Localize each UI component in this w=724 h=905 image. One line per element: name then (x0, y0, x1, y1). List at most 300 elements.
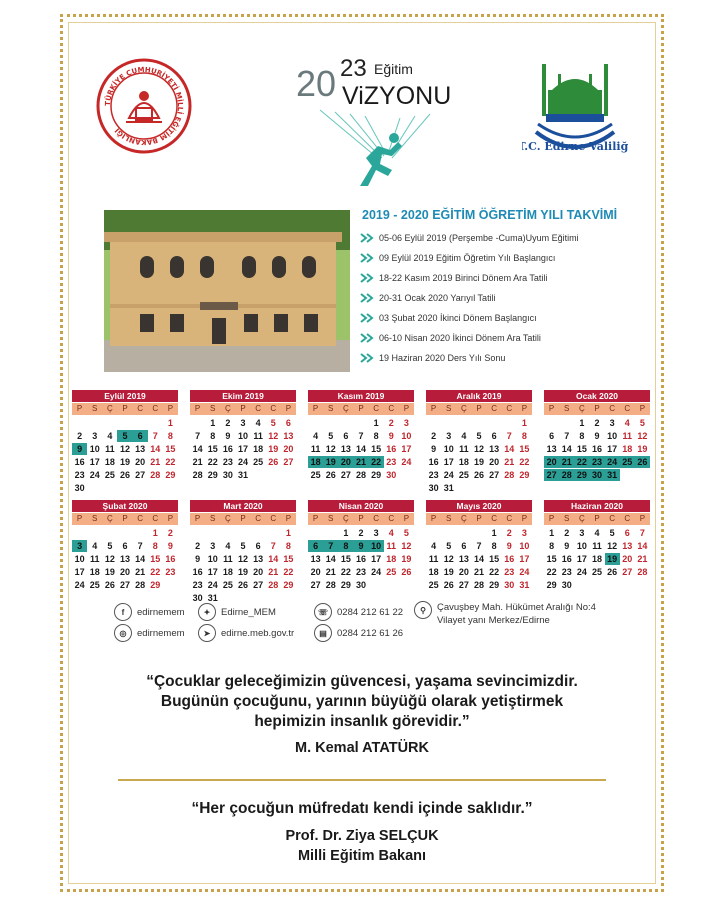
day-cell: 6 (308, 540, 323, 552)
month-calendar (308, 500, 414, 591)
empty-cell (559, 417, 574, 429)
day-cell: 15 (371, 444, 382, 454)
weekday-label: C (624, 514, 631, 523)
day-cell: 21 (559, 456, 574, 468)
empty-cell (133, 527, 148, 539)
empty-cell (205, 527, 220, 539)
day-cell: 12 (443, 554, 454, 564)
empty-cell (502, 417, 517, 429)
day-cell: 13 (458, 554, 469, 564)
day-cell: 22 (519, 457, 530, 467)
days-grid (426, 527, 532, 591)
month-calendar (190, 390, 296, 481)
day-cell: 1 (285, 528, 291, 538)
weekday-label: C (506, 404, 513, 413)
day-cell: 17 (401, 444, 412, 454)
day-cell: 26 (443, 580, 454, 590)
address-contact (414, 601, 596, 627)
day-cell: 8 (521, 431, 527, 441)
weekday-label: P (312, 514, 319, 523)
day-cell: 10 (576, 541, 587, 551)
empty-cell (87, 527, 102, 539)
weekday-label: P (476, 514, 482, 523)
day-cell: 22 (150, 567, 161, 577)
day-cell: 29 (546, 580, 557, 590)
empty-cell (426, 527, 441, 539)
weekday-label: Ç (106, 404, 113, 413)
empty-cell (235, 527, 250, 539)
weekday-label: S (564, 514, 570, 523)
days-grid (72, 527, 178, 591)
empty-cell (353, 417, 368, 429)
day-cell: 7 (358, 431, 364, 441)
event-item (360, 328, 650, 348)
day-cell: 13 (622, 541, 633, 551)
empty-cell (190, 527, 205, 539)
weekday-label: C (388, 404, 395, 413)
day-cell: 27 (119, 580, 130, 590)
empty-cell (220, 527, 235, 539)
day-cell: 18 (222, 567, 233, 577)
double-chevron-icon (360, 293, 374, 303)
day-cell: 28 (268, 580, 279, 590)
weekday-label: Ç (342, 514, 349, 523)
empty-cell (323, 527, 338, 539)
weekday-label: Ç (460, 404, 467, 413)
facebook-contact[interactable]: f edirnemem (114, 603, 185, 621)
day-cell: 17 (443, 457, 454, 467)
day-cell: 12 (119, 444, 130, 454)
day-cell: 8 (167, 431, 173, 441)
day-cell: 16 (355, 554, 366, 564)
month-calendar (544, 390, 650, 481)
day-cell: 10 (401, 431, 412, 441)
days-grid (426, 417, 532, 494)
day-cell: 27 (458, 580, 469, 590)
day-cell: 6 (122, 541, 128, 551)
day-cell: 14 (192, 444, 203, 454)
day-cell: 30 (355, 580, 366, 590)
weekday-label: P (594, 404, 600, 413)
day-cell: 22 (574, 456, 589, 468)
2023-vision-logo (290, 40, 460, 190)
day-cell: 27 (489, 470, 500, 480)
day-cell: 15 (340, 554, 351, 564)
weekday-bar (426, 403, 532, 415)
day-cell: 24 (371, 567, 382, 577)
day-cell: 29 (371, 470, 382, 480)
day-cell: 18 (308, 456, 323, 468)
double-chevron-icon (360, 313, 374, 323)
empty-cell (308, 527, 323, 539)
day-cell: 5 (446, 541, 452, 551)
day-cell: 16 (222, 444, 233, 454)
day-cell: 10 (237, 431, 248, 441)
day-cell: 9 (167, 541, 173, 551)
day-cell: 11 (105, 444, 115, 454)
month-header: Ekim 2019 (190, 390, 296, 402)
day-cell: 16 (428, 457, 439, 467)
svg-text:ViZYONU: ViZYONU (342, 82, 452, 110)
day-cell: 29 (165, 470, 176, 480)
day-cell: 11 (223, 554, 233, 564)
day-cell: 11 (622, 431, 633, 441)
twitter-contact[interactable]: ✦ Edirne_MEM (198, 603, 276, 621)
day-cell: 27 (544, 469, 559, 481)
day-cell: 2 (506, 528, 512, 538)
instagram-contact[interactable]: ◎ edirnemem (114, 624, 185, 642)
day-cell: 20 (283, 444, 294, 454)
day-cell: 26 (473, 470, 484, 480)
day-cell: 3 (240, 418, 246, 428)
day-cell: 4 (107, 431, 113, 441)
day-cell: 16 (504, 554, 515, 564)
day-cell: 5 (270, 418, 276, 428)
day-cell: 22 (340, 567, 351, 577)
day-cell: 17 (74, 567, 85, 577)
day-cell: 24 (605, 456, 620, 468)
weekday-label: P (521, 404, 528, 413)
day-cell: 15 (150, 554, 161, 564)
weekday-label: P (403, 404, 410, 413)
day-cell: 20 (119, 567, 130, 577)
empty-cell (308, 417, 323, 429)
month-calendar (72, 500, 178, 591)
day-cell: 8 (210, 431, 216, 441)
weekday-label: P (358, 404, 364, 413)
day-cell: 5 (476, 431, 482, 441)
day-cell: 1 (373, 418, 379, 428)
day-cell: 24 (207, 580, 218, 590)
day-cell: 9 (594, 431, 600, 441)
month-calendar (426, 390, 532, 494)
empty-cell (426, 417, 441, 429)
day-cell: 9 (195, 554, 201, 564)
month-header: Mayıs 2020 (426, 500, 532, 512)
weekday-label: C (609, 404, 616, 413)
weekday-label: Ç (106, 514, 113, 523)
empty-cell (487, 417, 502, 429)
svg-text:T.C. Edirne Valiliği: T.C. Edirne Valiliği (522, 140, 628, 153)
day-cell: 31 (605, 469, 620, 481)
weekday-label: C (388, 514, 395, 523)
day-cell: 5 (107, 541, 113, 551)
weekday-bar (72, 403, 178, 415)
day-cell: 15 (165, 444, 176, 454)
day-cell: 4 (92, 541, 98, 551)
day-cell: 21 (325, 567, 336, 577)
day-cell: 21 (135, 567, 146, 577)
weekday-label: P (476, 404, 482, 413)
weekday-label: S (92, 514, 98, 523)
weekday-label: S (446, 514, 452, 523)
day-cell: 23 (165, 567, 176, 577)
weekday-label: P (76, 404, 83, 413)
event-text: 06-10 Nisan 2020 İkinci Dönem Ara Tatili (379, 333, 541, 343)
day-cell: 7 (506, 431, 512, 441)
day-cell: 25 (253, 457, 264, 467)
minister-author: Prof. Dr. Ziya SELÇUK Milli Eğitim Bakanı (285, 828, 439, 864)
day-cell: 13 (310, 554, 321, 564)
day-cell: 30 (504, 580, 515, 590)
empty-cell (148, 417, 163, 429)
day-cell: 28 (473, 580, 484, 590)
day-cell: 21 (473, 567, 484, 577)
day-cell: 28 (192, 470, 203, 480)
weekday-label: P (521, 514, 528, 523)
day-cell: 15 (207, 444, 218, 454)
empty-cell (117, 527, 132, 539)
day-cell: 11 (310, 444, 321, 454)
day-cell: 4 (225, 541, 231, 551)
meb-logo (96, 58, 192, 154)
day-cell: 14 (355, 444, 366, 454)
day-cell: 4 (594, 528, 600, 538)
weekday-label: Ç (578, 404, 585, 413)
event-item (360, 308, 650, 328)
empty-cell (338, 417, 353, 429)
day-cell: 23 (386, 457, 397, 467)
school-building-photo (104, 210, 350, 372)
weekday-bar (72, 513, 178, 525)
day-cell: 5 (328, 431, 334, 441)
day-cell: 25 (104, 470, 115, 480)
day-cell: 18 (253, 444, 264, 454)
event-item (360, 288, 650, 308)
day-cell: 19 (637, 444, 648, 454)
svg-text:Eğitim: Eğitim (374, 61, 413, 77)
month-header: Kasım 2019 (308, 390, 414, 402)
day-cell: 4 (624, 418, 630, 428)
day-cell: 23 (74, 470, 85, 480)
empty-cell (72, 527, 87, 539)
day-cell: 14 (268, 554, 279, 564)
month-calendar (72, 390, 178, 494)
weekday-label: P (122, 404, 128, 413)
day-cell: 22 (165, 457, 176, 467)
day-cell: 3 (521, 528, 527, 538)
empty-cell (87, 417, 102, 429)
day-cell: 3 (446, 431, 452, 441)
weekday-bar (308, 513, 414, 525)
phone-contact[interactable]: ☏ 0284 212 61 22 (314, 603, 403, 621)
days-grid (308, 527, 414, 591)
day-cell: 8 (285, 541, 291, 551)
gold-separator (118, 779, 606, 781)
day-cell: 25 (428, 580, 439, 590)
day-cell: 24 (443, 470, 454, 480)
day-cell: 15 (576, 444, 587, 454)
month-header: Ocak 2020 (544, 390, 650, 402)
weekday-label: Ç (460, 514, 467, 523)
weekday-bar (544, 403, 650, 415)
day-cell: 18 (89, 567, 100, 577)
day-cell: 6 (549, 431, 555, 441)
weekday-label: P (548, 514, 555, 523)
day-cell: 29 (340, 580, 351, 590)
day-cell: 31 (207, 593, 218, 603)
day-cell: 29 (489, 580, 500, 590)
weekday-label: C (491, 404, 498, 413)
weekday-label: P (194, 514, 201, 523)
day-cell: 5 (117, 430, 132, 442)
day-cell: 28 (355, 470, 366, 480)
day-cell: 19 (104, 567, 115, 577)
day-cell: 24 (74, 580, 85, 590)
weekday-label: S (446, 404, 452, 413)
day-cell: 25 (591, 567, 602, 577)
day-cell: 26 (635, 456, 650, 468)
day-cell: 1 (491, 528, 497, 538)
day-cell: 8 (373, 431, 379, 441)
day-cell: 8 (549, 541, 555, 551)
weekday-bar (190, 513, 296, 525)
day-cell: 23 (192, 580, 203, 590)
academic-calendar-info (360, 208, 650, 368)
day-cell: 1 (549, 528, 555, 538)
day-cell: 1 (152, 528, 158, 538)
fax-contact[interactable]: ▤ 0284 212 61 26 (314, 624, 403, 642)
day-cell: 23 (222, 457, 233, 467)
day-cell: 23 (561, 567, 572, 577)
month-calendar (426, 500, 532, 591)
weekday-label: P (594, 514, 600, 523)
facebook-icon: f (114, 603, 132, 621)
empty-cell (117, 417, 132, 429)
day-cell: 7 (152, 431, 158, 441)
day-cell: 7 (476, 541, 482, 551)
empty-cell (72, 417, 87, 429)
day-cell: 17 (519, 554, 530, 564)
day-cell: 16 (561, 554, 572, 564)
weekday-label: Ç (342, 404, 349, 413)
weekday-label: C (506, 514, 513, 523)
event-item (360, 248, 650, 268)
day-cell: 2 (564, 528, 570, 538)
day-cell: 2 (431, 431, 437, 441)
day-cell: 21 (504, 457, 515, 467)
day-cell: 16 (192, 567, 203, 577)
day-cell: 1 (579, 418, 585, 428)
event-text: 03 Şubat 2020 İkinci Dönem Başlangıcı (379, 313, 537, 323)
day-cell: 28 (135, 580, 146, 590)
weekday-label: P (403, 514, 410, 523)
day-cell: 7 (323, 540, 338, 552)
day-cell: 21 (637, 554, 648, 564)
location-pin-icon: ⚲ (414, 601, 432, 619)
double-chevron-icon (360, 253, 374, 263)
day-cell: 12 (104, 554, 115, 564)
day-cell: 11 (386, 541, 397, 551)
day-cell: 15 (519, 444, 530, 454)
empty-cell (471, 527, 486, 539)
weekday-label: S (92, 404, 98, 413)
weekday-label: C (137, 514, 144, 523)
day-cell: 6 (461, 541, 467, 551)
day-cell: 14 (561, 444, 572, 454)
day-cell: 7 (195, 431, 201, 441)
minister-quote: “Her çocuğun müfredatı kendi içinde saklıdır.” (191, 800, 533, 817)
address-line2: Vilayet yanı Merkez/Edirne (437, 615, 550, 626)
twitter-icon: ✦ (198, 603, 216, 621)
weekday-label: C (270, 514, 277, 523)
weekday-label: C (255, 514, 262, 523)
day-cell: 6 (343, 431, 349, 441)
day-cell: 20 (310, 567, 321, 577)
day-cell: 24 (237, 457, 248, 467)
day-cell: 19 (119, 457, 130, 467)
weekday-bar (308, 403, 414, 415)
empty-cell (190, 417, 205, 429)
day-cell: 2 (167, 528, 173, 538)
day-cell: 2 (594, 418, 600, 428)
weekday-label: P (194, 404, 201, 413)
day-cell: 27 (340, 470, 351, 480)
month-header: Nisan 2020 (308, 500, 414, 512)
day-cell: 10 (607, 431, 618, 441)
day-cell: 19 (605, 553, 620, 565)
day-cell: 9 (506, 541, 512, 551)
day-cell: 14 (325, 554, 336, 564)
calendar-title: 2019 - 2020 EĞİTİM ÖĞRETİM YILI TAKVİMİ (362, 208, 618, 222)
day-cell: 10 (519, 541, 530, 551)
day-cell: 21 (353, 456, 368, 468)
day-cell: 7 (270, 541, 276, 551)
day-cell: 3 (403, 418, 409, 428)
day-cell: 16 (591, 444, 602, 454)
day-cell: 22 (369, 456, 384, 468)
days-grid (72, 417, 178, 494)
day-cell: 31 (237, 470, 248, 480)
day-cell: 26 (268, 457, 279, 467)
weekday-label: P (167, 404, 174, 413)
day-cell: 17 (576, 554, 587, 564)
day-cell: 9 (353, 540, 368, 552)
day-cell: 4 (255, 418, 261, 428)
weekday-label: C (624, 404, 631, 413)
day-cell: 12 (473, 444, 484, 454)
day-cell: 3 (72, 540, 87, 552)
weekday-label: P (76, 514, 83, 523)
day-cell: 29 (574, 469, 589, 481)
day-cell: 26 (237, 580, 248, 590)
web-contact[interactable]: ➤ edirne.meb.gov.tr (198, 624, 294, 642)
day-cell: 12 (637, 431, 648, 441)
day-cell: 17 (89, 457, 100, 467)
month-calendar (308, 390, 414, 481)
weekday-label: Ç (224, 404, 231, 413)
web-cursor-icon: ➤ (198, 624, 216, 642)
day-cell: 15 (283, 554, 294, 564)
day-cell: 9 (72, 443, 87, 455)
event-text: 18-22 Kasım 2019 Birinci Dönem Ara Tatili (379, 273, 548, 283)
day-cell: 25 (310, 470, 321, 480)
day-cell: 28 (559, 469, 574, 481)
weekday-label: P (240, 514, 246, 523)
day-cell: 26 (119, 470, 130, 480)
day-cell: 30 (74, 483, 85, 493)
weekday-label: Ç (578, 514, 585, 523)
day-cell: 30 (222, 470, 233, 480)
event-item (360, 268, 650, 288)
day-cell: 28 (637, 567, 648, 577)
day-cell: 6 (491, 431, 497, 441)
day-cell: 23 (355, 567, 366, 577)
day-cell: 26 (607, 567, 618, 577)
day-cell: 1 (167, 418, 173, 428)
day-cell: 19 (268, 444, 279, 454)
instagram-icon: ◎ (114, 624, 132, 642)
